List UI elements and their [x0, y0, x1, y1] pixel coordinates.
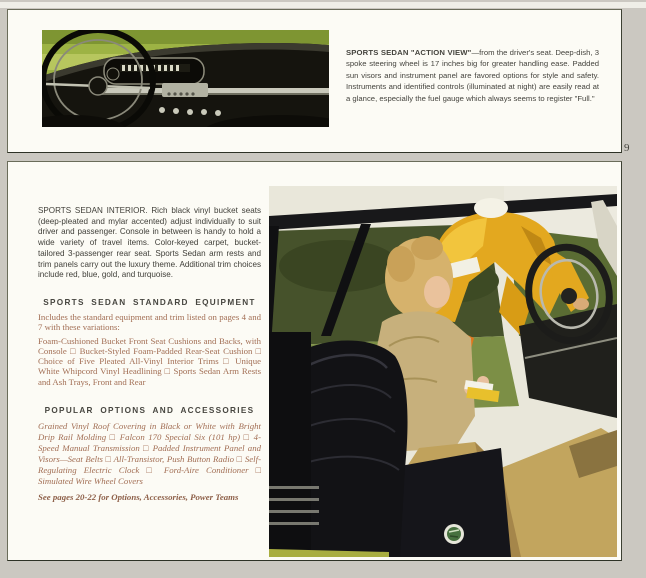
action-view-caption — [346, 47, 599, 105]
white-cap — [474, 198, 508, 218]
options-items: Grained Vinyl Roof Covering in Black or White with Bright Drip Rail Molding □ Falcon 170 Special Six (101 hp) □ 4-Speed Manual Transmission □ Padded Instrument Panel and Visors—Seat Belts □ All-Transistor, Push Button Radio □ Self-Regulating Electric Clock □ Ford-Aire Conditioner □ Simulated Wire Wheel Covers — [38, 421, 261, 486]
page-number: 9 — [624, 142, 630, 154]
main-panel — [7, 161, 622, 561]
standard-equipment-heading: SPORTS SEDAN STANDARD EQUIPMENT — [43, 297, 256, 307]
options-heading: POPULAR OPTIONS AND ACCESSORIES — [44, 406, 255, 415]
woman-face — [424, 276, 450, 308]
standard-equipment-intro: Includes the standard equipment and trim listed on pages 4 and 7 with these variations: — [38, 311, 261, 333]
interior-paragraph: SPORTS SEDAN INTERIOR. Rich black vinyl bucket seats (deep-pleated and mylar accented) adjust individually to suit driver and passenger. Console in between is handy to hold a wide variety of travel items. Color-keyed carpet, bucket-tailored 3-passenger rear seat. Sports Sedan arm rests and trim panels carry out the luxury theme. Additional trim choices include red, blue, gold, and turquoise. — [38, 206, 261, 280]
interior-photo — [269, 186, 617, 557]
text-column — [38, 206, 261, 502]
options-footnote: See pages 20-22 for Options, Accessories, Power Teams — [38, 492, 239, 502]
standard-equipment-items: Foam-Cushioned Bucket Front Seat Cushions and Backs, with Console □ Bucket-Styled Foam-Padded Rear-Seat Cushion □ Choice of Five Pleated All-Vinyl Interior Trims □ Unique White Whipcord Vinyl Headlining □ Sports Sedan Arm Rests and Ash Trays, Front and Rear — [38, 335, 261, 387]
dashboard-photo — [42, 30, 329, 127]
page-top-margin — [0, 2, 646, 8]
falcon-emblem — [444, 524, 464, 544]
caption-lead: SPORTS SEDAN "ACTION VIEW" — [346, 47, 472, 57]
top-panel — [7, 9, 622, 153]
caption-body: —from the driver's seat. Deep-dish, 3 spoke steering wheel is 17 inches big for greater handling ease. Padded sun visors and instrument panel are favored options for style and safety. Instruments and identified controls (illuminated at night) are easily read at a glance, especially the fuel gauge which always seems to register "Full." — [346, 47, 599, 103]
